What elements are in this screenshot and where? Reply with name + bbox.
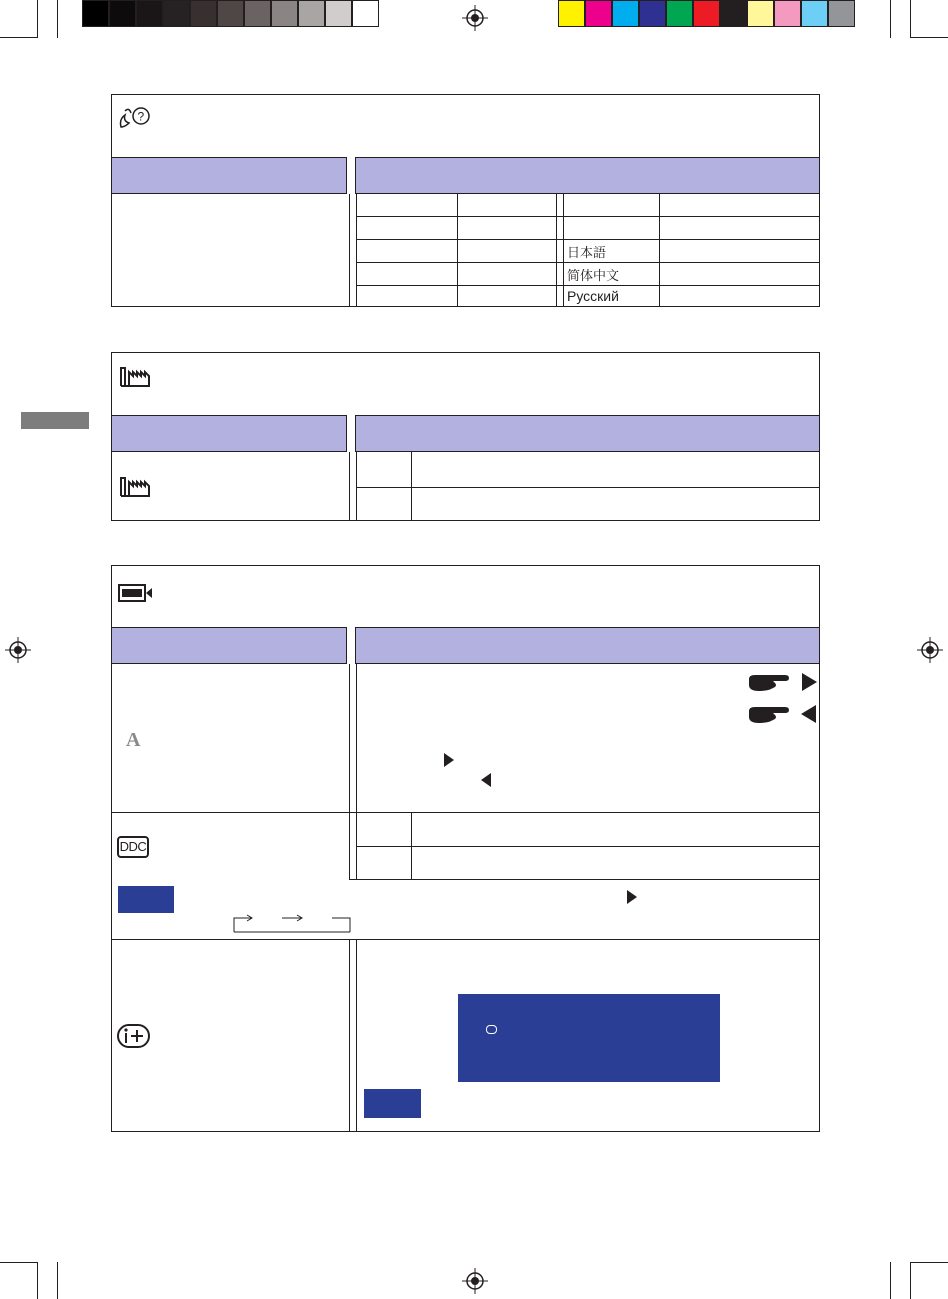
section-side-tab (21, 412, 89, 429)
setup-table (111, 565, 820, 1132)
table-header-row (112, 415, 819, 452)
color-swatch (639, 0, 666, 27)
input-signal-icon (118, 583, 154, 605)
ddc-icon: DDC (117, 836, 149, 858)
gray-swatch (244, 0, 271, 27)
note-badge (118, 886, 174, 913)
language-table (111, 94, 820, 307)
cycle-flow-diagram (232, 912, 362, 934)
triangle-right-icon (800, 672, 818, 692)
triangle-left-icon (800, 704, 818, 724)
triangle-right-icon (443, 752, 455, 768)
gray-swatch (217, 0, 244, 27)
gray-swatch (163, 0, 190, 27)
svg-text:?: ? (137, 109, 145, 124)
information-panel-icon (486, 1025, 497, 1034)
color-swatch (558, 0, 585, 27)
gray-swatch (271, 0, 298, 27)
color-swatch (747, 0, 774, 27)
language-option-simplified-chinese[interactable]: 简体中文 (567, 268, 620, 283)
table-header-row (112, 157, 819, 194)
speech-question-icon (117, 105, 151, 131)
font-a-icon (124, 726, 150, 750)
gray-swatch (325, 0, 352, 27)
gray-swatch (298, 0, 325, 27)
color-swatch (666, 0, 693, 27)
color-swatch (828, 0, 855, 27)
svg-text:A: A (126, 729, 141, 750)
triangle-right-icon (626, 889, 638, 905)
note-badge (364, 1089, 421, 1118)
gray-swatch (82, 0, 109, 27)
registration-mark-icon (5, 637, 31, 663)
gray-swatch (109, 0, 136, 27)
registration-mark-icon (462, 1268, 488, 1294)
registration-mark-icon (462, 5, 488, 31)
factory-icon (119, 364, 151, 388)
reset-table (111, 352, 820, 521)
table-header-row (112, 627, 819, 664)
color-swatch (774, 0, 801, 27)
language-option-japanese[interactable]: 日本語 (567, 245, 607, 260)
color-swatch (801, 0, 828, 27)
gray-swatch (136, 0, 163, 27)
gray-swatch (352, 0, 379, 27)
language-option-russian[interactable]: Русский (567, 288, 619, 304)
pointing-hand-icon (747, 703, 791, 725)
registration-mark-icon (917, 637, 943, 663)
triangle-left-icon (480, 772, 492, 788)
color-swatch (720, 0, 747, 27)
information-panel (458, 994, 720, 1082)
color-swatch (612, 0, 639, 27)
color-swatch (693, 0, 720, 27)
factory-icon (119, 474, 151, 498)
pointing-hand-icon (747, 671, 791, 693)
information-glyph (121, 1027, 147, 1045)
color-swatch (585, 0, 612, 27)
gray-swatch (190, 0, 217, 27)
